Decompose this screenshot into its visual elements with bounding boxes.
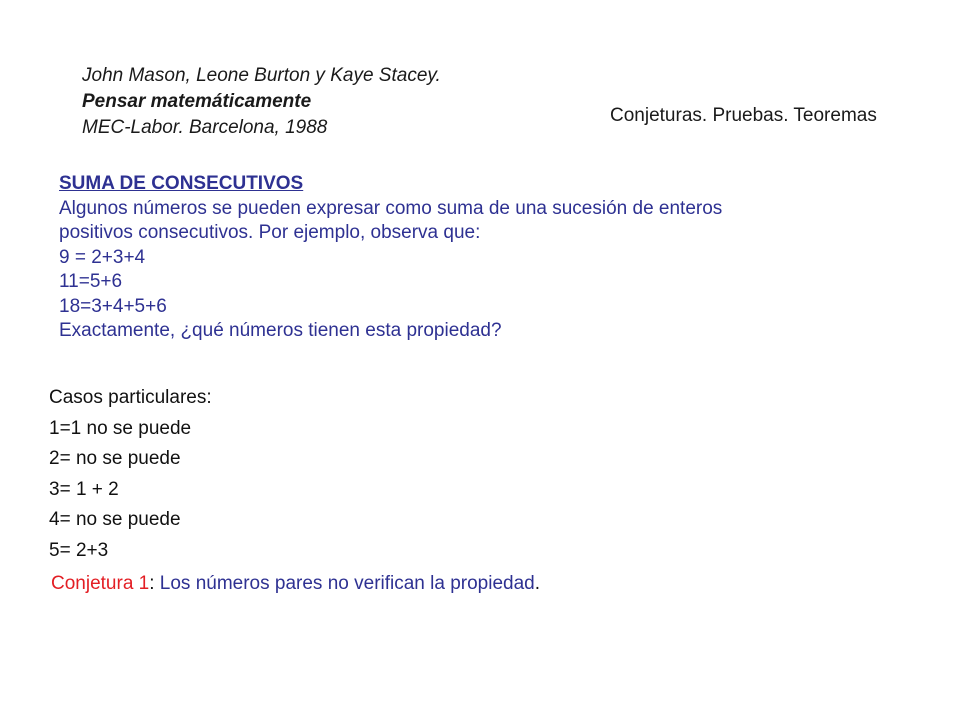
topic-heading: Conjeturas. Pruebas. Teoremas — [610, 105, 877, 126]
problem-example: 9 = 2+3+4 — [59, 246, 146, 268]
case-line: 2= no se puede — [49, 448, 181, 469]
case-line: 4= no se puede — [49, 509, 181, 530]
problem-example: 18=3+4+5+6 — [59, 295, 167, 317]
conjecture-text: Los números pares no verifican la propiedad — [154, 573, 535, 594]
case-line: 1=1 no se puede — [49, 417, 192, 439]
conjecture-label: Conjetura 1 — [51, 573, 150, 594]
conjecture-separator: : — [149, 573, 155, 594]
problem-example: 11=5+6 — [59, 271, 123, 292]
reference-publisher: MEC-Labor. Barcelona, 1988 — [82, 117, 328, 138]
problem-title: SUMA DE CONSECUTIVOS — [59, 173, 304, 194]
problem-line: Algunos números se pueden expresar como suma de una sucesión de enteros — [59, 197, 723, 219]
case-line: 5= 2+3 — [49, 539, 109, 561]
reference-title: Pensar matemáticamente — [82, 91, 312, 112]
cases-heading: Casos particulares: — [49, 387, 212, 408]
problem-statement — [59, 172, 939, 344]
book-reference — [82, 63, 441, 141]
particular-cases — [49, 383, 212, 566]
problem-line: positivos consecutivos. Por ejemplo, observa que: — [59, 222, 481, 243]
reference-authors: John Mason, Leone Burton y Kaye Stacey. — [82, 65, 441, 86]
conjecture — [51, 571, 540, 597]
problem-question: Exactamente, ¿qué números tienen esta propiedad? — [59, 320, 502, 341]
conjecture-end: . — [534, 573, 541, 594]
case-line: 3= 1 + 2 — [49, 478, 119, 500]
